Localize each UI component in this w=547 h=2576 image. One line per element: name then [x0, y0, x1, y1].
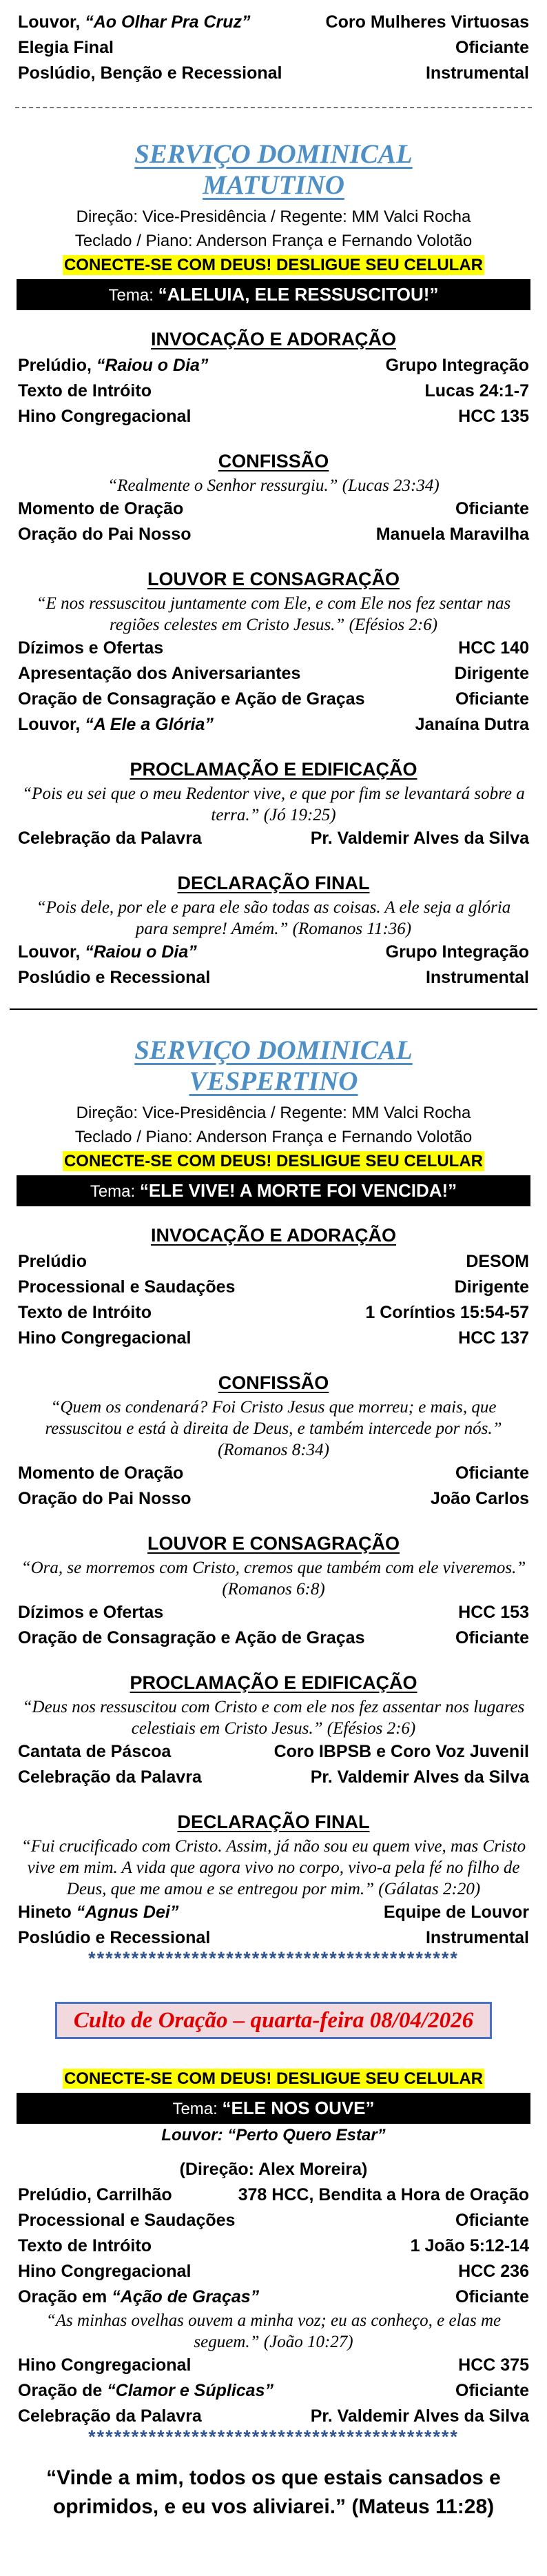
evening-section-confissao: CONFISSÃO: [218, 1372, 329, 1393]
program-item-responsible: 1 Coríntios 15:54-57: [365, 1303, 529, 1322]
program-item-responsible: HCC 140: [458, 638, 529, 658]
program-item-responsible: Instrumental: [425, 968, 529, 987]
program-item-responsible: Manuela Maravilha: [375, 525, 529, 544]
program-item-responsible: Oficiante: [455, 689, 529, 709]
morning-section-invocacao: INVOCAÇÃO E ADORAÇÃO: [150, 329, 396, 349]
program-item-responsible: 378 HCC, Bendita a Hora de Oração: [238, 2185, 529, 2204]
program-item-label: Hino Congregacional: [18, 2262, 192, 2281]
morning-declaracao-rows: [14, 940, 533, 991]
evening-section-invocacao: INVOCAÇÃO E ADORAÇÃO: [150, 1225, 396, 1246]
program-item-label: Texto de Intróito: [18, 2236, 152, 2255]
program-row: [14, 353, 533, 378]
program-item-responsible: DESOM: [466, 1252, 529, 1271]
program-item-responsible: Grupo Integração: [385, 356, 529, 375]
program-item-responsible: João Carlos: [430, 1489, 529, 1508]
program-item-responsible: Coro Mulheres Virtuosas: [325, 12, 529, 32]
program-item-label: Momento de Oração: [18, 1463, 184, 1483]
program-row: [14, 2208, 533, 2233]
program-item-label: Apresentação dos Aniversariantes: [18, 664, 301, 683]
program-item-responsible: Oficiante: [455, 499, 529, 518]
program-row: [14, 2182, 533, 2208]
program-row: [14, 496, 533, 522]
evening-proclamacao-verse: “Deus nos ressuscitou com Cristo e com ele nos fez assentar nos lugares celestiais em Cristo Jesus.” (Efésios 2:6): [22, 1698, 525, 1738]
evening-louvor-rows: [14, 1600, 533, 1651]
program-item-responsible: Oficiante: [455, 1463, 529, 1483]
program-item-responsible: Pr. Valdemir Alves da Silva: [310, 829, 529, 848]
program-row: [14, 1249, 533, 1275]
program-item-label: Oração de Consagração e Ação de Graças: [18, 1628, 365, 1647]
evening-louvor-verse: “Ora, se morremos com Cristo, cremos que também com ele viveremos.” (Romanos 6:8): [21, 1559, 526, 1599]
program-row: [14, 661, 533, 687]
program-row: [14, 2378, 533, 2404]
program-row: [14, 1486, 533, 1512]
program-item-responsible: HCC 375: [458, 2355, 529, 2375]
evening-section-louvor: LOUVOR E CONSAGRAÇÃO: [147, 1533, 400, 1554]
program-item-label: Texto de Intróito: [18, 1303, 152, 1322]
program-item-label: Poslúdio e Recessional: [18, 968, 211, 987]
program-item-label: Dízimos e Ofertas: [18, 1603, 164, 1622]
program-item-responsible: HCC 153: [458, 1603, 529, 1622]
evening-direction: Direção: Vice-Presidência / Regente: MM Valci Rocha: [76, 1104, 471, 1122]
program-item-label: Poslúdio e Recessional: [18, 1928, 211, 1947]
morning-theme-bar: Tema: “ALELUIA, ELE RESSUSCITOU!”: [17, 279, 530, 310]
morning-louvor-verse: “E nos ressuscitou juntamente com Ele, e com Ele nos fez sentar nas regiões celestes em Cristo Jesus.” (Efésios 2:6): [36, 594, 511, 634]
program-row: [14, 687, 533, 712]
program-item-label: Prelúdio, Carrilhão: [18, 2185, 172, 2204]
morning-section-proclamacao: PROCLAMAÇÃO E EDIFICAÇÃO: [130, 759, 417, 780]
morning-confissao-verse: “Realmente o Senhor ressurgiu.” (Lucas 23:34): [107, 476, 440, 495]
morning-section-declaracao: DECLARAÇÃO FINAL: [177, 873, 370, 893]
program-row: [14, 636, 533, 661]
program-row: [14, 1461, 533, 1486]
top-program-rows: [14, 10, 533, 86]
program-item-label: Dízimos e Ofertas: [18, 638, 164, 658]
morning-section-confissao: CONFISSÃO: [218, 451, 329, 471]
bulletin-document: [14, 10, 533, 2522]
program-row: [14, 1600, 533, 1625]
program-row: [14, 2404, 533, 2429]
program-item-label: Texto de Intróito: [18, 381, 152, 400]
closing-verse: “Vinde a mim, todos os que estais cansados e oprimidos, e eu vos aliviarei.” (Mateus 11:28): [46, 2466, 501, 2518]
program-row: [14, 1275, 533, 1300]
program-item-responsible: Dirigente: [454, 1277, 529, 1297]
program-item-label: Celebração da Palavra: [18, 1767, 202, 1787]
program-row: [14, 2233, 533, 2259]
evening-declaracao-verse: “Fui crucificado com Cristo. Assim, já não sou eu quem vive, mas Cristo vive em mim. A vida que agora vivo no corpo, vivo-a pela fé no filho de Deus, que me amou e se entregou por mim.” (Gálatas 2:20): [21, 1837, 526, 1898]
wednesday-song: Louvor: “Perto Quero Estar”: [161, 2126, 386, 2144]
morning-confissao-rows: [14, 496, 533, 547]
wednesday-direction: (Direção: Alex Moreira): [179, 2160, 368, 2179]
program-item-label: Prelúdio, “Raiou o Dia”: [18, 356, 209, 375]
program-item-responsible: Dirigente: [454, 664, 529, 683]
morning-invocacao-rows: [14, 353, 533, 429]
wednesday-verse: “As minhas ovelhas ouvem a minha voz; eu as conheço, e elas me seguem.” (João 10:27): [45, 2311, 502, 2351]
program-row: [14, 1739, 533, 1765]
morning-piano: Teclado / Piano: Anderson França e Fernando Volotão: [74, 232, 473, 250]
program-item-label: Poslúdio, Benção e Recessional: [18, 63, 282, 83]
morning-service-title: SERVIÇO DOMINICAL MATUTINO: [134, 139, 413, 200]
star-divider-2: *******************************************: [88, 2429, 459, 2444]
program-row: [14, 10, 533, 35]
program-item-label: Celebração da Palavra: [18, 829, 202, 848]
program-item-responsible: HCC 236: [458, 2262, 529, 2281]
program-row: [14, 1900, 533, 1925]
program-item-label: Processional e Saudações: [18, 1277, 236, 1297]
evening-theme: “ELE VIVE! A MORTE FOI VENCIDA!”: [139, 1180, 457, 1201]
morning-theme: “ALELUIA, ELE RESSUSCITOU!”: [158, 284, 439, 305]
program-item-label: Oração de Consagração e Ação de Graças: [18, 689, 365, 709]
program-row: [14, 1925, 533, 1951]
program-item-responsible: Grupo Integração: [385, 942, 529, 962]
program-item-responsible: Oficiante: [455, 2287, 529, 2306]
program-item-responsible: Janaína Dutra: [415, 715, 529, 734]
program-item-responsible: Oficiante: [455, 1628, 529, 1647]
program-row: [14, 2259, 533, 2284]
program-item-responsible: Pr. Valdemir Alves da Silva: [310, 1767, 529, 1787]
program-item-label: Louvor, “A Ele a Glória”: [18, 715, 214, 734]
evening-declaracao-rows: [14, 1900, 533, 1951]
program-item-label: Oração do Pai Nosso: [18, 525, 192, 544]
program-item-responsible: Instrumental: [425, 63, 529, 83]
program-item-responsible: Oficiante: [455, 38, 529, 57]
wednesday-theme-bar: Tema: “ELE NOS OUVE”: [17, 2093, 530, 2124]
program-item-label: Hino Congregacional: [18, 407, 192, 426]
program-row: [14, 965, 533, 991]
evening-confissao-rows: [14, 1461, 533, 1512]
program-item-label: Oração de “Clamor e Súplicas”: [18, 2381, 274, 2400]
morning-section-louvor: LOUVOR E CONSAGRAÇÃO: [147, 569, 400, 589]
program-row: [14, 1765, 533, 1790]
wednesday-rows-b: [14, 2353, 533, 2429]
program-item-label: Momento de Oração: [18, 499, 184, 518]
program-row: [14, 61, 533, 86]
evening-theme-bar: Tema: “ELE VIVE! A MORTE FOI VENCIDA!”: [17, 1175, 530, 1206]
program-item-responsible: HCC 137: [458, 1328, 529, 1348]
program-item-label: Louvor, “Raiou o Dia”: [18, 942, 197, 962]
morning-declaracao-verse: “Pois dele, por ele e para ele são todas as coisas. A ele seja a glória para sempre! Amém.” (Romanos 11:36): [36, 898, 511, 938]
morning-direction: Direção: Vice-Presidência / Regente: MM Valci Rocha: [76, 207, 471, 226]
morning-proclamacao-rows: [14, 826, 533, 851]
evening-piano: Teclado / Piano: Anderson França e Fernando Volotão: [74, 1128, 473, 1146]
evening-section-proclamacao: PROCLAMAÇÃO E EDIFICAÇÃO: [130, 1672, 417, 1693]
program-item-responsible: Oficiante: [455, 2211, 529, 2230]
evening-invocacao-rows: [14, 1249, 533, 1351]
program-row: [14, 2284, 533, 2310]
program-item-label: Hino Congregacional: [18, 1328, 192, 1348]
wednesday-phone-notice: CONECTE-SE COM DEUS! DESLIGUE SEU CELULAR: [63, 2069, 484, 2088]
morning-phone-notice: CONECTE-SE COM DEUS! DESLIGUE SEU CELULAR: [63, 256, 484, 274]
program-item-label: Oração em “Ação de Graças”: [18, 2287, 260, 2306]
evening-service-title: SERVIÇO DOMINICAL VESPERTINO: [134, 1035, 413, 1096]
program-item-label: Cantata de Páscoa: [18, 1742, 172, 1761]
evening-section-declaracao: DECLARAÇÃO FINAL: [177, 1812, 370, 1832]
evening-proclamacao-rows: [14, 1739, 533, 1790]
program-item-label: Prelúdio: [18, 1252, 87, 1271]
program-item-label: Celebração da Palavra: [18, 2406, 202, 2426]
program-row: [14, 826, 533, 851]
wednesday-banner: Culto de Oração – quarta-feira 08/04/2026: [55, 2002, 492, 2039]
program-item-label: Hino Congregacional: [18, 2355, 192, 2375]
program-item-responsible: Pr. Valdemir Alves da Silva: [310, 2406, 529, 2426]
program-row: [14, 1326, 533, 1351]
program-row: [14, 712, 533, 738]
program-row: [14, 35, 533, 61]
program-item-responsible: Equipe de Louvor: [383, 1903, 529, 1922]
program-row: [14, 940, 533, 965]
program-row: [14, 522, 533, 547]
program-item-responsible: Lucas 24:1-7: [424, 381, 529, 400]
program-item-responsible: Oficiante: [455, 2381, 529, 2400]
program-row: [14, 378, 533, 404]
star-divider: *******************************************: [88, 1951, 459, 1966]
program-item-label: Processional e Saudações: [18, 2211, 236, 2230]
program-item-label: Louvor, “Ao Olhar Pra Cruz”: [18, 12, 251, 32]
program-item-responsible: Coro IBPSB e Coro Voz Juvenil: [274, 1742, 529, 1761]
morning-proclamacao-verse: “Pois eu sei que o meu Redentor vive, e que por fim se levantará sobre a terra.” (Jó 19:25): [22, 784, 525, 824]
wednesday-theme: “ELE NOS OUVE”: [222, 2098, 375, 2118]
program-row: [14, 404, 533, 429]
program-item-responsible: 1 João 5:12-14: [410, 2236, 529, 2255]
program-row: [14, 1625, 533, 1651]
wednesday-rows-a: [14, 2182, 533, 2310]
program-row: [14, 1300, 533, 1326]
program-item-label: Elegia Final: [18, 38, 114, 57]
evening-phone-notice: CONECTE-SE COM DEUS! DESLIGUE SEU CELULAR: [63, 1152, 484, 1170]
program-item-responsible: Instrumental: [425, 1928, 529, 1947]
morning-louvor-rows: [14, 636, 533, 738]
program-item-responsible: HCC 135: [458, 407, 529, 426]
evening-confissao-verse: “Quem os condenará? Foi Cristo Jesus que morreu; e mais, que ressuscitou e está à direita de Deus, e também intercede por nós.” (Romanos 8:34): [45, 1398, 502, 1459]
program-item-label: Oração do Pai Nosso: [18, 1489, 192, 1508]
program-item-label: Hineto “Agnus Dei”: [18, 1903, 179, 1922]
program-row: [14, 2353, 533, 2378]
